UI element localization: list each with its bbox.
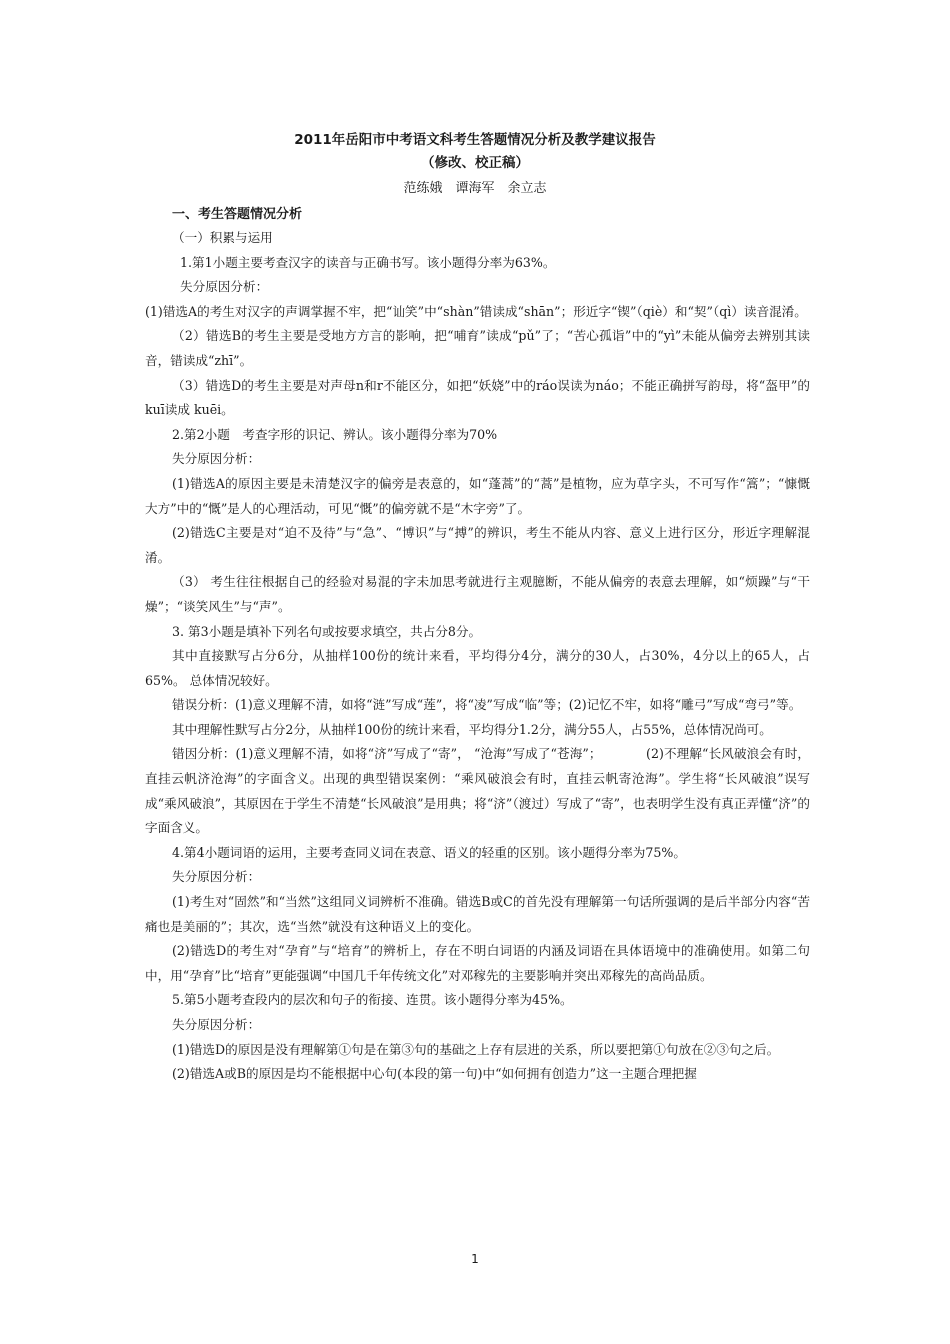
paragraph: 失分原因分析： bbox=[172, 869, 261, 885]
paragraph: 失分原因分析： bbox=[172, 451, 261, 467]
paragraph: 2.第2小题 考查字形的识记、辨认。该小题得分率为70% bbox=[172, 426, 498, 442]
paragraph: (2)错选A或B的原因是均不能根据中心句(本段的第一句)中“如何拥有创造力”这一主题合理把握 bbox=[172, 1066, 697, 1082]
section-heading: 一、考生答题情况分析 bbox=[172, 207, 303, 222]
paragraph: (1)错选A的原因主要是未清楚汉字的偏旁是表意的，如“蓬蒿”的“蒿”是植物，应为草字头，不可写作“篙”；“慷慨大方”中的“慨”是人的心理活动，可见“慨”的偏旁就不是“木字旁”了。 bbox=[145, 475, 810, 516]
paragraph: (2)错选C主要是对“迫不及待”与“急”、“博识”与“搏”的辨识，考生不能从内容、意义上进行区分，形近字理解混淆。 bbox=[145, 525, 810, 565]
paragraph: 其中直接默写占分6分，从抽样100份的统计来看，平均得分4分，满分的30人，占30%，4分以上的65人，占65%。 总体情况较好。 bbox=[145, 648, 810, 688]
paragraph: (1)考生对“固然”和“当然”这组同义词辨析不准确。错选B或C的首先没有理解第一句话所强调的是后半部分内容“苦痛也是美丽的”；其次，选“当然”就没有这种语义上的变化。 bbox=[145, 894, 810, 934]
paragraph: 3. 第3小题是填补下列名句或按要求填空，共占分8分。 bbox=[172, 623, 482, 639]
paragraph: 失分原因分析： bbox=[180, 279, 269, 295]
paragraph: 失分原因分析： bbox=[172, 1017, 261, 1032]
paragraph: (2)错选D的考生对“孕育”与“培育”的辨析上，存在不明白词语的内涵及词语在具体语境中的准确使用。如第二句中，用“孕育”比“培育”更能强调“中国几千年传统文化”对邓稼先的主要影响并突出邓稼先的高尚品质。 bbox=[145, 943, 810, 983]
paragraph: 4.第4小题词语的运用，主要考查同义词在表意、语义的轻重的区别。该小题得分率为75%。 bbox=[172, 844, 686, 860]
paragraph: 错因分析：(1)意义理解不清，如将“济”写成了“寄”， “沧海”写成了“苍海”； (2)不理解“长风破浪会有时，直挂云帆济沧海”的字面含义。出现的典型错误案例：“乘风破浪会有时，直挂云帆寄沧海”。学生将“长风破浪”误写成“乘风破浪”，其原因在于学生不清楚“长风破浪”是用典；将“济”（渡过）写成了“寄”，也表明学生没有真正弄懂“济”的字面含义。 bbox=[145, 746, 810, 836]
page-number: 1 bbox=[471, 1252, 479, 1266]
subsection-heading: （一）积累与运用 bbox=[172, 230, 273, 245]
paragraph: (1)错选A的考生对汉字的声调掌握不牢，把“讪笑”中“shàn”错读成“shān”；形近字“锲”（qiè）和“契”（qì）读音混淆。 bbox=[145, 303, 807, 319]
paragraph: 其中理解性默写占分2分，从抽样100份的统计来看，平均得分1.2分，满分55人，占55%，总体情况尚可。 bbox=[172, 721, 772, 737]
document-authors: 范练娥 谭海军 余立志 bbox=[403, 181, 547, 196]
paragraph: 错误分析：(1)意义理解不清，如将“涟”写成“莲”，将“凌”写成“临”等；(2)记忆不牢，如将“雕弓”写成“弯弓”等。 bbox=[172, 697, 802, 713]
document-title: 2011年岳阳市中考语文科考生答题情况分析及教学建议报告 bbox=[294, 132, 656, 148]
paragraph: （2）错选B的考生主要是受地方方言的影响，把“哺育”读成“pǔ”了；“苦心孤诣”中的“yì”未能从偏旁去辨别其读音，错读成“zhī”。 bbox=[145, 328, 810, 368]
paragraph: 5.第5小题考查段内的层次和句子的衔接、连贯。该小题得分率为45%。 bbox=[172, 992, 573, 1008]
paragraph: （3）错选D的考生主要是对声母n和r不能区分，如把“妖娆”中的ráo误读为náo；不能正确拼写韵母，将“盔甲”的 kuī读成 kuēi。 bbox=[145, 377, 810, 418]
document-body bbox=[145, 226, 810, 1087]
paragraph: 1.第1小题主要考查汉字的读音与正确书写。该小题得分率为63%。 bbox=[180, 254, 556, 270]
paragraph: （3） 考生往往根据自己的经验对易混的字未加思考就进行主观臆断，不能从偏旁的表意去理解，如“烦躁”与“干燥”；“谈笑风生”与“声”。 bbox=[145, 574, 810, 614]
document-subtitle: （修改、校正稿） bbox=[421, 155, 529, 171]
paragraph: (1)错选D的原因是没有理解第①句是在第③句的基础之上存有层进的关系，所以要把第①句放在②③句之后。 bbox=[172, 1041, 780, 1057]
